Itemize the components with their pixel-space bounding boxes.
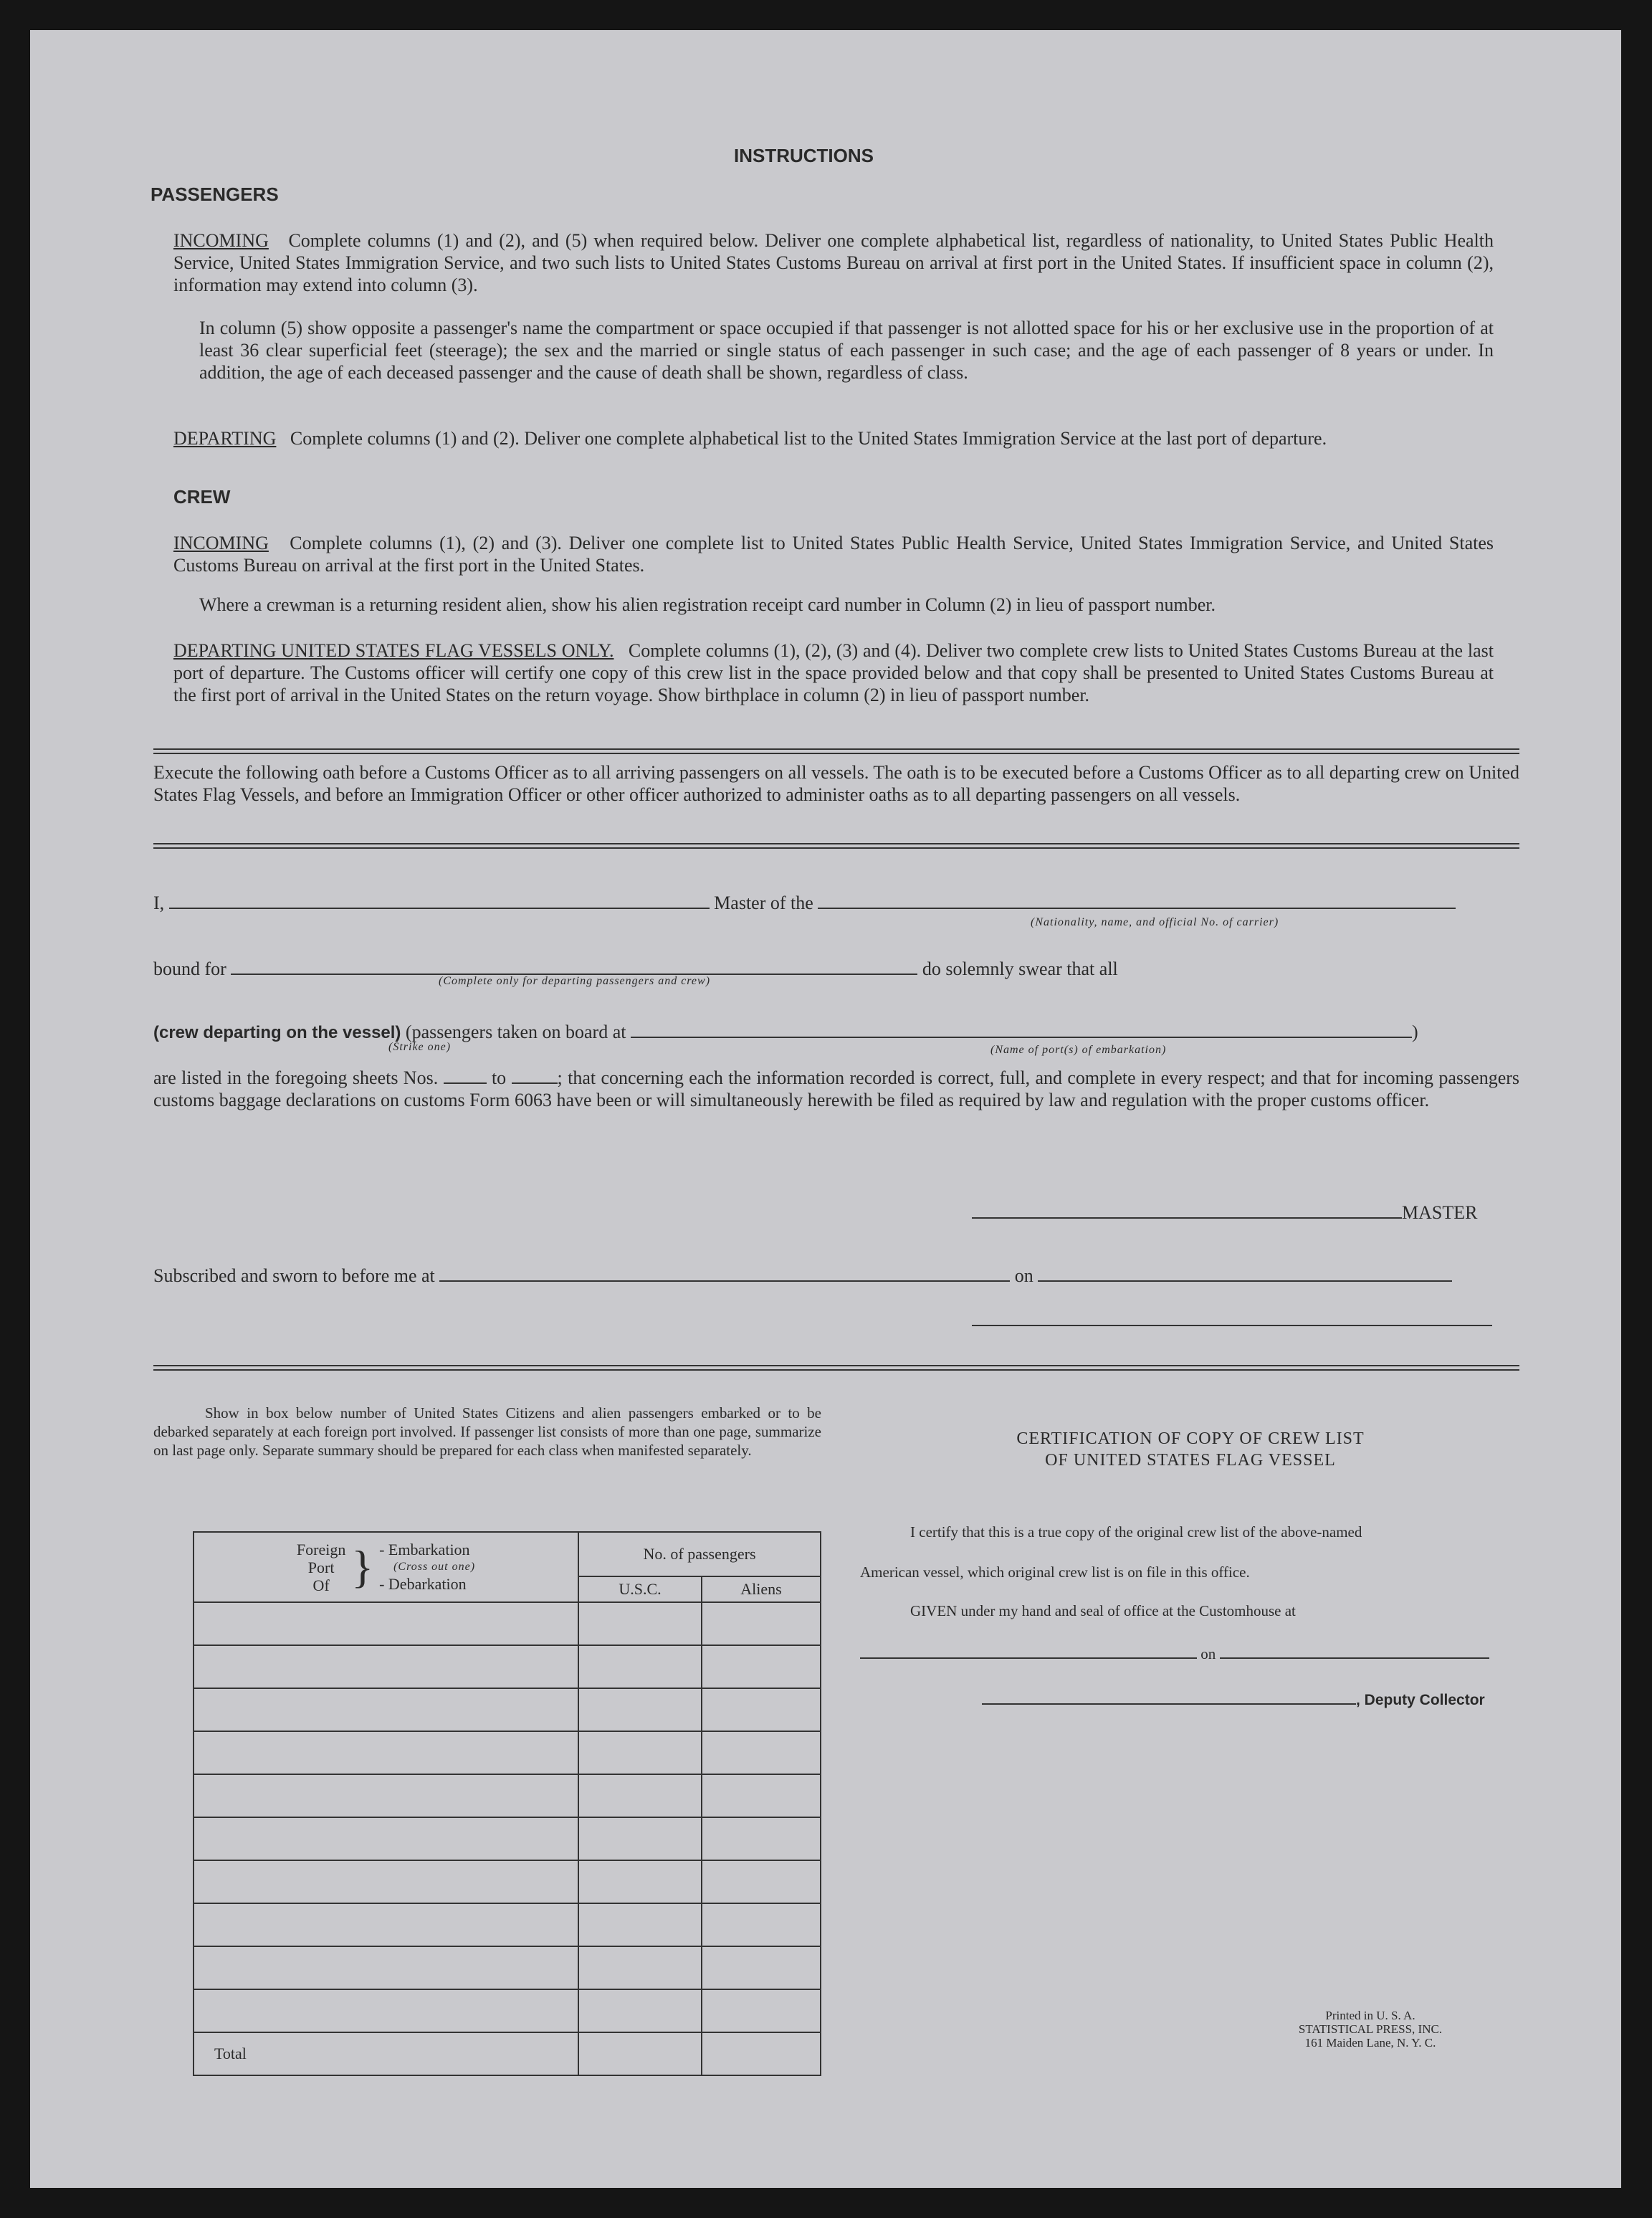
oath-master-line [153, 892, 1519, 914]
aliens-cell[interactable] [702, 1989, 821, 2032]
aliens-cell[interactable] [702, 1817, 821, 1860]
table-row [194, 1602, 821, 1645]
crew-incoming-label: INCOMING [173, 533, 269, 553]
summary-note: Show in box below number of United States Citizens and alien passengers embarked or to be debarked separately at each foreign port involved. If passenger list consists of more than one page, summarize on last page only. Separate summary should be prepared for each class when manifested separately. [153, 1404, 821, 1459]
listed-paragraph [153, 1067, 1519, 1111]
carrier-field[interactable] [818, 892, 1456, 909]
sheet-from-field[interactable] [444, 1067, 487, 1084]
port-cell[interactable] [194, 1903, 578, 1946]
port-cell[interactable] [194, 1989, 578, 2032]
aliens-total-cell[interactable] [702, 2032, 821, 2075]
i-label: I, [153, 893, 165, 913]
listed-post: ; that concerning each the information recorded is correct, full, and complete in every respect; and that for incoming passengers customs baggage declarations on customs Form 6063 have been or will simultaneously herewith be filed as required by law and regulation with the proper customs officer. [153, 1067, 1520, 1110]
port-label: Port [307, 1558, 335, 1576]
subscribed-place-field[interactable] [439, 1265, 1010, 1282]
usc-cell[interactable] [578, 1731, 702, 1774]
embarkation-option[interactable]: - Embarkation [379, 1541, 470, 1558]
debarkation-option[interactable]: - Debarkation [379, 1575, 467, 1593]
usc-header: U.S.C. [578, 1576, 702, 1602]
certification-title-line2: OF UNITED STATES FLAG VESSEL [1045, 1451, 1336, 1470]
foreign-label: Foreign [296, 1540, 346, 1558]
table-row [194, 1903, 821, 1946]
table-row [194, 1645, 821, 1688]
customhouse-line [860, 1645, 1489, 1663]
swear-label: do solemnly swear that all [922, 958, 1118, 979]
of-label: Of [312, 1576, 330, 1594]
nationality-caption: (Nationality, name, and official No. of carrier) [1031, 916, 1279, 928]
crew-departing-label: DEPARTING UNITED STATES FLAG VESSELS ONLY. [173, 640, 614, 661]
aliens-cell[interactable] [702, 1731, 821, 1774]
listed-to: to [491, 1067, 507, 1088]
aliens-cell[interactable] [702, 1860, 821, 1903]
subscribed-date-field[interactable] [1038, 1265, 1452, 1282]
given-line: GIVEN under my hand and seal of office at the Customhouse at [910, 1602, 1296, 1619]
aliens-cell[interactable] [702, 1903, 821, 1946]
crew-heading: CREW [173, 486, 231, 508]
usc-cell[interactable] [578, 1989, 702, 2032]
divider [153, 748, 1519, 754]
passenger-summary-table [193, 1531, 821, 2076]
passengers-departing-text: Complete columns (1) and (2). Deliver one complete alphabetical list to the United States Immigration Service at the last port of departure. [290, 428, 1327, 449]
certify-line2: American vessel, which original crew list is on file in this office. [860, 1563, 1250, 1581]
crew-incoming-text: Complete columns (1), (2) and (3). Deliver one complete list to United States Public Health Service, United States Immigration Service, and United States Customs Bureau on arrival at the first port in the United States. [173, 533, 1494, 576]
usc-cell[interactable] [578, 1645, 702, 1688]
crew-departing-text: Complete columns (1), (2), (3) and (4). Deliver two complete crew lists to United States Customs Bureau at the last port of departure. The Customs officer will certify one copy of this crew list in the space provided below and that copy shall be presented to United States Customs Bureau at the first port of arrival in the United States on the return voyage. Show birthplace in column (2) in lieu of passport number. [173, 640, 1494, 705]
brace-icon: } [351, 1541, 374, 1592]
divider [153, 843, 1519, 849]
printer-imprint [1263, 2009, 1478, 2050]
table-row [194, 1731, 821, 1774]
port-cell[interactable] [194, 1731, 578, 1774]
table-row [194, 1774, 821, 1817]
crew-departing-paragraph [173, 639, 1494, 706]
listed-pre: are listed in the foregoing sheets Nos. [153, 1067, 439, 1088]
total-row [194, 2032, 821, 2075]
table-row [194, 1860, 821, 1903]
close-paren: ) [1411, 1022, 1418, 1042]
master-signature-line [972, 1201, 1477, 1224]
certification-title [854, 1428, 1527, 1471]
officer-signature-field[interactable] [972, 1325, 1492, 1326]
subscribed-line [153, 1265, 1452, 1287]
deputy-collector-field[interactable] [982, 1690, 1356, 1705]
embarkation-line [153, 1021, 1418, 1044]
aliens-cell[interactable] [702, 1946, 821, 1989]
passengers-incoming-text: Complete columns (1) and (2), and (5) when required below. Deliver one complete alphabetical list, regardless of nationality, to United States Public Health Service, United States Immigration Service, and two such lists to United States Customs Bureau on arrival at first port in the United States. If insufficient space in column (2), information may extend into column (3). [173, 230, 1494, 295]
passengers-column5-paragraph: In column (5) show opposite a passenger's name the compartment or space occupied if that passenger is not allotted space for his or her exclusive use in the proportion of at least 36 clear superficial feet (steerage); the sex and the married or single status of each passenger in such case; and the age of each passenger of 8 years or under. In addition, the age of each deceased passenger and the cause of death shall be shown, regardless of class. [199, 318, 1494, 383]
master-of-the-label: Master of the [714, 893, 813, 913]
aliens-cell[interactable] [702, 1602, 821, 1645]
on-label: on [1014, 1265, 1033, 1286]
certification-title-line1: CERTIFICATION OF COPY OF CREW LIST [1016, 1429, 1365, 1448]
crew-resident-paragraph: Where a crewman is a returning resident alien, show his alien registration receipt card number in Column (2) in lieu of passport number. [199, 594, 1216, 615]
passengers-taken-option[interactable]: (passengers taken on board at [405, 1022, 626, 1042]
usc-total-cell[interactable] [578, 2032, 702, 2075]
total-label: Total [194, 2032, 578, 2075]
oath-execute-paragraph: Execute the following oath before a Customs Officer as to all arriving passengers on all vessels. The oath is to be executed before a Customs Officer as to all departing crew on United States Flag Vessels, and before an Immigration Officer or other officer authorized to administer oaths as to all departing passengers on all vessels. [153, 762, 1519, 805]
usc-cell[interactable] [578, 1860, 702, 1903]
bound-for-label: bound for [153, 958, 226, 979]
usc-cell[interactable] [578, 1946, 702, 1989]
usc-cell[interactable] [578, 1903, 702, 1946]
port-cell[interactable] [194, 1645, 578, 1688]
crew-departing-option[interactable]: (crew departing on the vessel) [153, 1023, 401, 1042]
usc-cell[interactable] [578, 1817, 702, 1860]
subscribed-label: Subscribed and sworn to before me at [153, 1265, 435, 1286]
aliens-cell[interactable] [702, 1645, 821, 1688]
passengers-departing-label: DEPARTING [173, 428, 277, 449]
ports-caption: (Name of port(s) of embarkation) [990, 1044, 1167, 1056]
table-row [194, 1817, 821, 1860]
printer-line3: 161 Maiden Lane, N. Y. C. [1304, 2036, 1436, 2050]
customhouse-field[interactable] [860, 1645, 1197, 1659]
port-cell[interactable] [194, 1688, 578, 1731]
port-cell[interactable] [194, 1946, 578, 1989]
divider [153, 1365, 1519, 1371]
passengers-incoming-label: INCOMING [173, 230, 269, 251]
printer-line1: Printed in U. S. A. [1325, 2009, 1415, 2022]
printer-line2: STATISTICAL PRESS, INC. [1298, 2022, 1443, 2036]
port-cell[interactable] [194, 1817, 578, 1860]
embarkation-ports-field[interactable] [631, 1021, 1412, 1038]
aliens-header: Aliens [702, 1576, 821, 1602]
table-row [194, 1989, 821, 2032]
passengers-heading: PASSENGERS [151, 184, 279, 205]
passengers-incoming-paragraph [173, 229, 1494, 296]
certify-line1: I certify that this is a true copy of the original crew list of the above-named [910, 1523, 1362, 1541]
cert-on-label: on [1200, 1645, 1216, 1662]
form-page [30, 30, 1621, 2188]
instructions-title: INSTRUCTIONS [734, 145, 874, 166]
passengers-departing-paragraph [173, 427, 1494, 449]
strike-one-caption: (Strike one) [388, 1041, 452, 1053]
deputy-collector-label: , Deputy Collector [1356, 1692, 1485, 1708]
port-cell[interactable] [194, 1774, 578, 1817]
crew-incoming-paragraph [173, 532, 1494, 576]
port-cell[interactable] [194, 1860, 578, 1903]
master-name-field[interactable] [169, 892, 710, 909]
table-row [194, 1688, 821, 1731]
certification-date-field[interactable] [1220, 1645, 1489, 1659]
table-row [194, 1946, 821, 1989]
usc-cell[interactable] [578, 1602, 702, 1645]
cross-out-caption: (Cross out one) [393, 1561, 476, 1573]
sheet-to-field[interactable] [512, 1067, 558, 1084]
bound-for-field[interactable] [231, 958, 917, 975]
bound-caption: (Complete only for departing passengers and crew) [439, 975, 711, 987]
aliens-cell[interactable] [702, 1774, 821, 1817]
no-of-passengers-header: No. of passengers [578, 1532, 821, 1576]
master-label: MASTER [1402, 1202, 1478, 1223]
master-signature-field[interactable] [972, 1201, 1402, 1219]
table-header-row [194, 1532, 821, 1576]
usc-cell[interactable] [578, 1774, 702, 1817]
deputy-collector-line [982, 1690, 1485, 1710]
foreign-port-header [194, 1532, 578, 1602]
usc-cell[interactable] [578, 1688, 702, 1731]
port-cell[interactable] [194, 1602, 578, 1645]
aliens-cell[interactable] [702, 1688, 821, 1731]
